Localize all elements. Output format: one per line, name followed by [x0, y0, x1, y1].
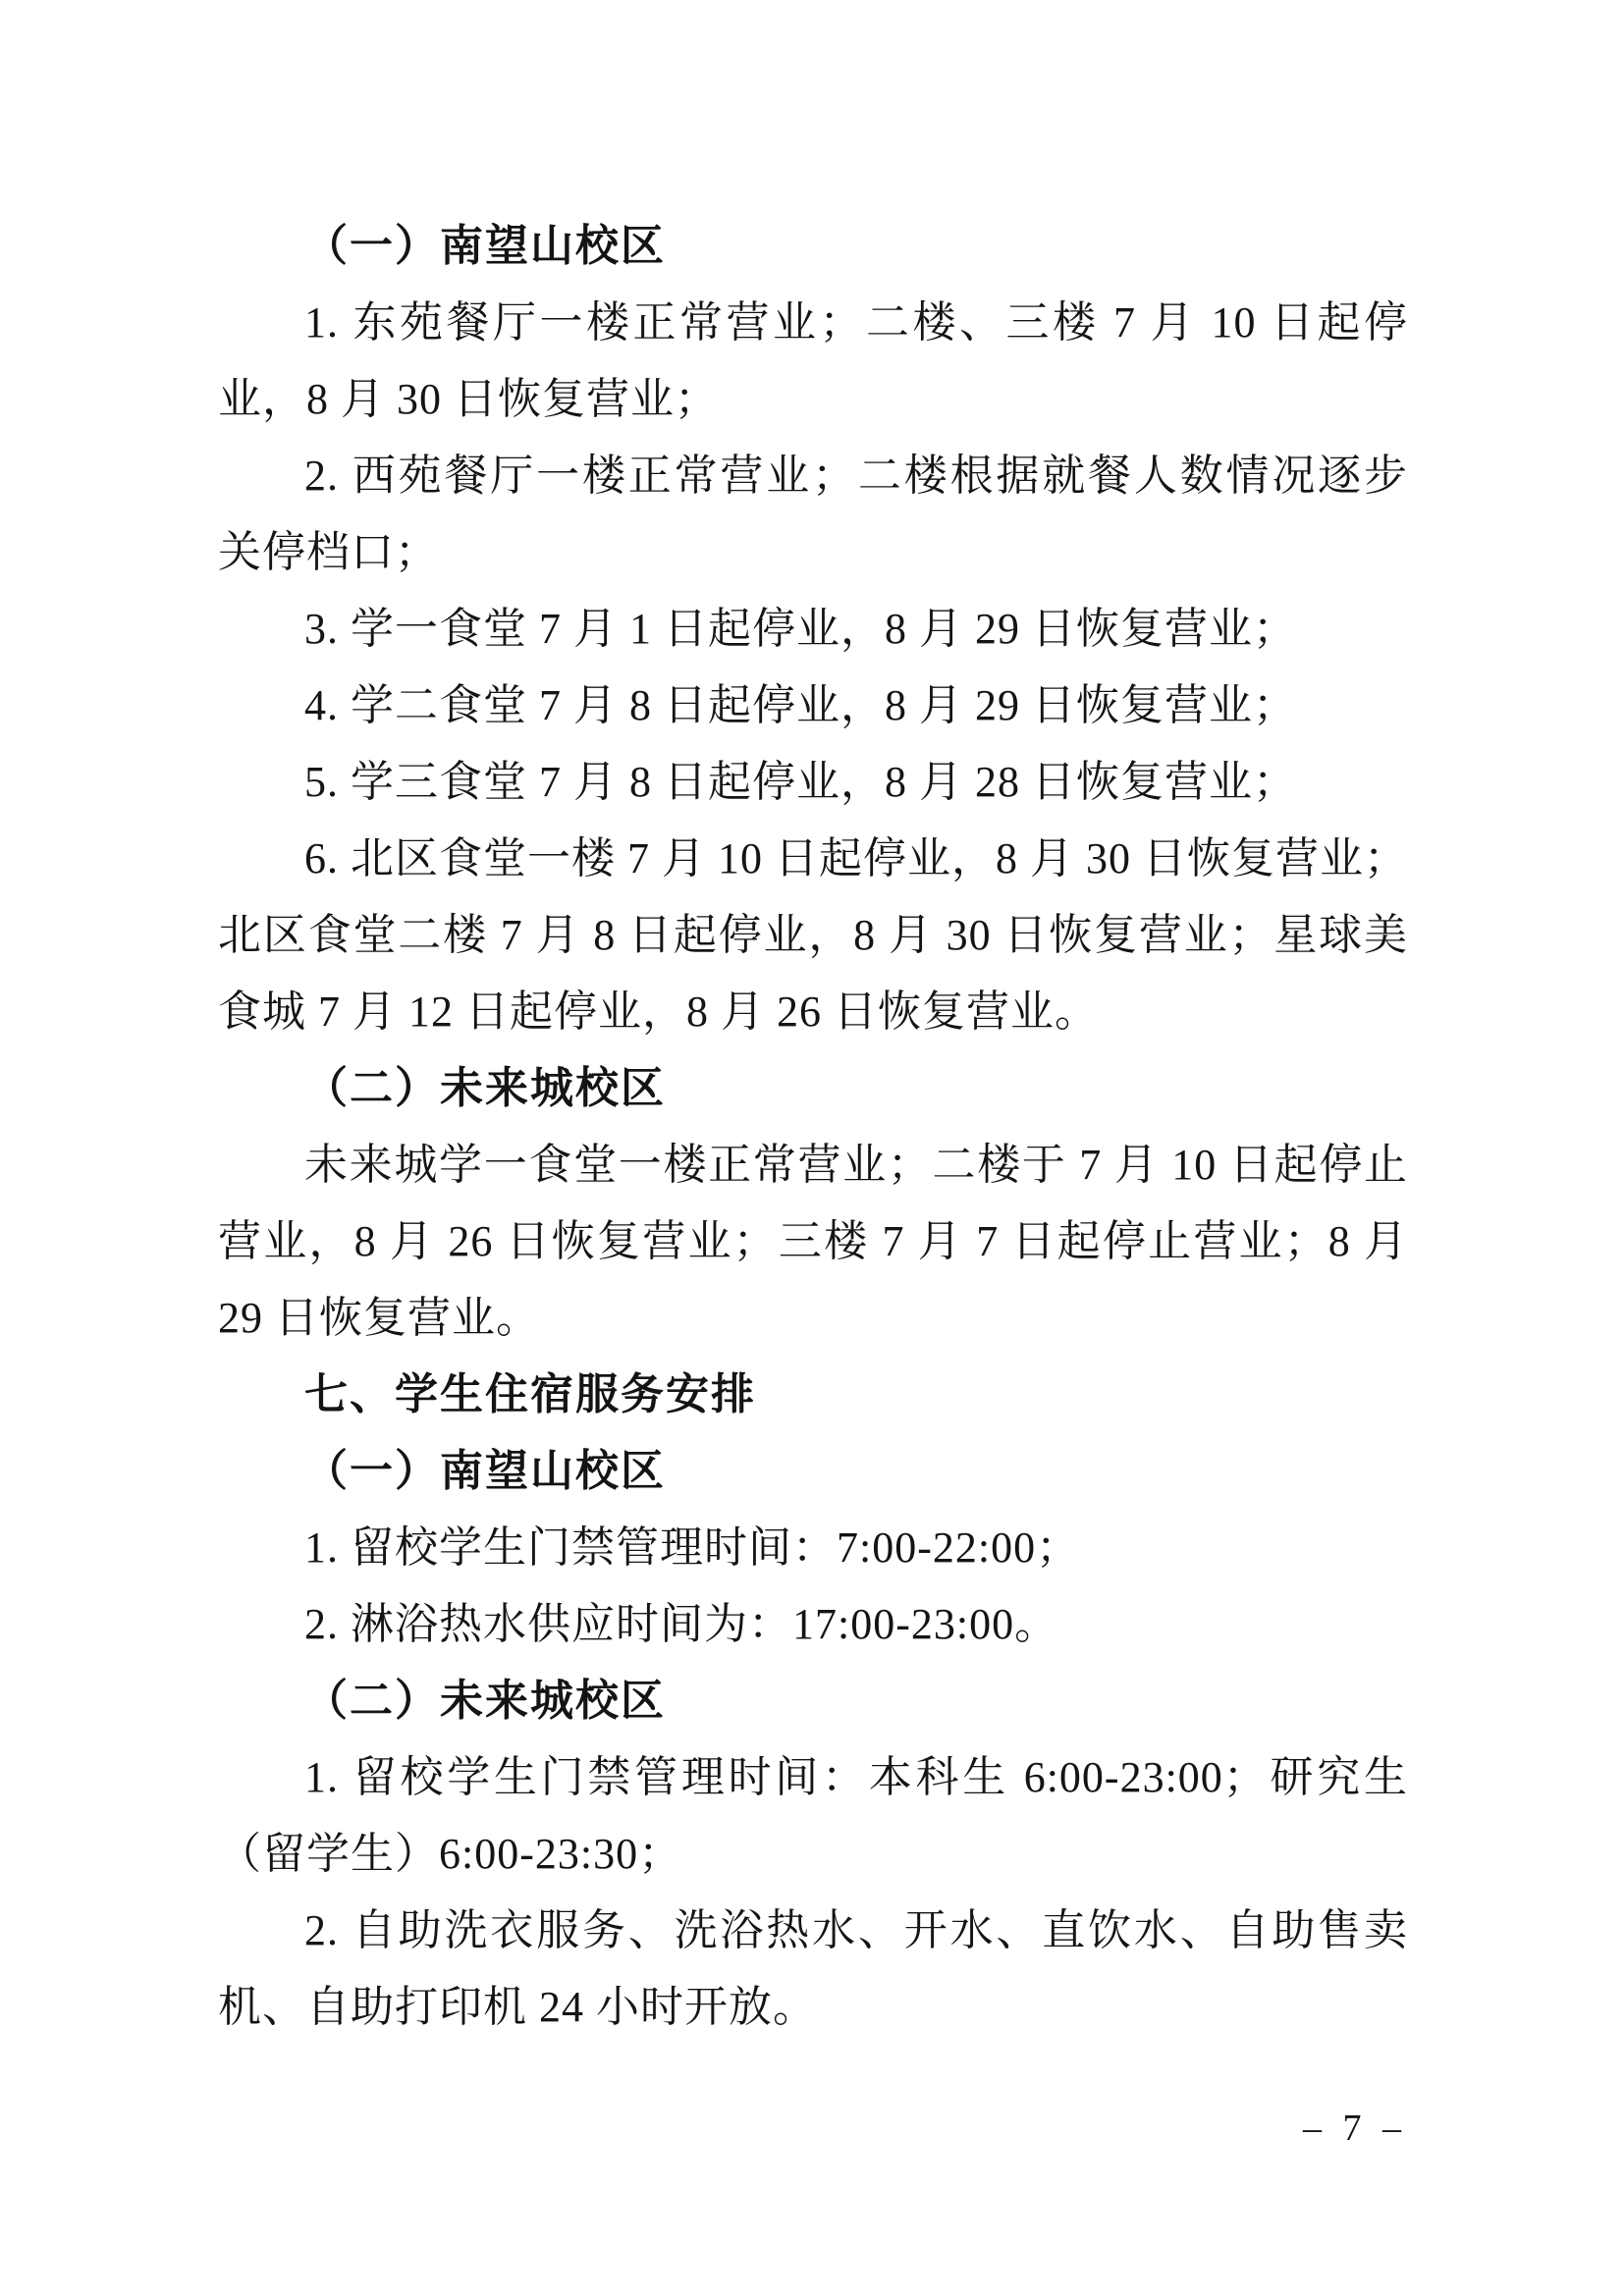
document-body [218, 208, 1408, 2046]
page-number: – 7 – [1303, 2108, 1407, 2149]
para-weilaicheng-canteen: 未来城学一食堂一楼正常营业；二楼于 7 月 10 日起停止营业，8 月 26 日恢复营业；三楼 7 月 7 日起停止营业；8 月 29 日恢复营业。 [218, 1141, 1408, 1342]
para-xueyi-canteen: 3. 学一食堂 7 月 1 日起停业，8 月 29 日恢复营业； [304, 605, 1297, 653]
heading-weilaicheng-housing: （二）未来城校区 [304, 1677, 666, 1725]
heading-nanwangshan-housing: （一）南望山校区 [304, 1447, 666, 1495]
para-xiyuan-canteen: 2. 西苑餐厅一楼正常营业；二楼根据就餐人数情况逐步关停档口； [218, 452, 1408, 576]
heading-section-seven-housing: 七、学生住宿服务安排 [304, 1370, 756, 1418]
heading-nanwangshan-dining: （一）南望山校区 [304, 222, 666, 270]
para-nanwangshan-hot-water: 2. 淋浴热水供应时间为：17:00-23:00。 [304, 1600, 1059, 1648]
para-nanwangshan-curfew: 1. 留校学生门禁管理时间：7:00-22:00； [304, 1523, 1081, 1572]
para-xuesan-canteen: 5. 学三食堂 7 月 8 日起停业，8 月 28 日恢复营业； [304, 758, 1297, 806]
para-weilaicheng-services: 2. 自助洗衣服务、洗浴热水、开水、直饮水、自助售卖机、自助打印机 24 小时开放。 [218, 1906, 1408, 2031]
para-xueer-canteen: 4. 学二食堂 7 月 8 日起停业，8 月 29 日恢复营业； [304, 681, 1297, 729]
heading-weilaicheng-dining: （二）未来城校区 [304, 1064, 666, 1112]
para-beiqu-canteen: 6. 北区食堂一楼 7 月 10 日起停业，8 月 30 日恢复营业；北区食堂二楼 7 月 8 日起停业，8 月 30 日恢复营业；星球美食城 7 月 12 日起停业，8 月 26 日恢复营业。 [218, 834, 1408, 1036]
para-weilaicheng-curfew: 1. 留校学生门禁管理时间：本科生 6:00-23:00；研究生（留学生）6:00-23:30； [218, 1753, 1408, 1878]
para-dongyuan-canteen: 1. 东苑餐厅一楼正常营业；二楼、三楼 7 月 10 日起停业，8 月 30 日恢复营业； [218, 298, 1408, 423]
